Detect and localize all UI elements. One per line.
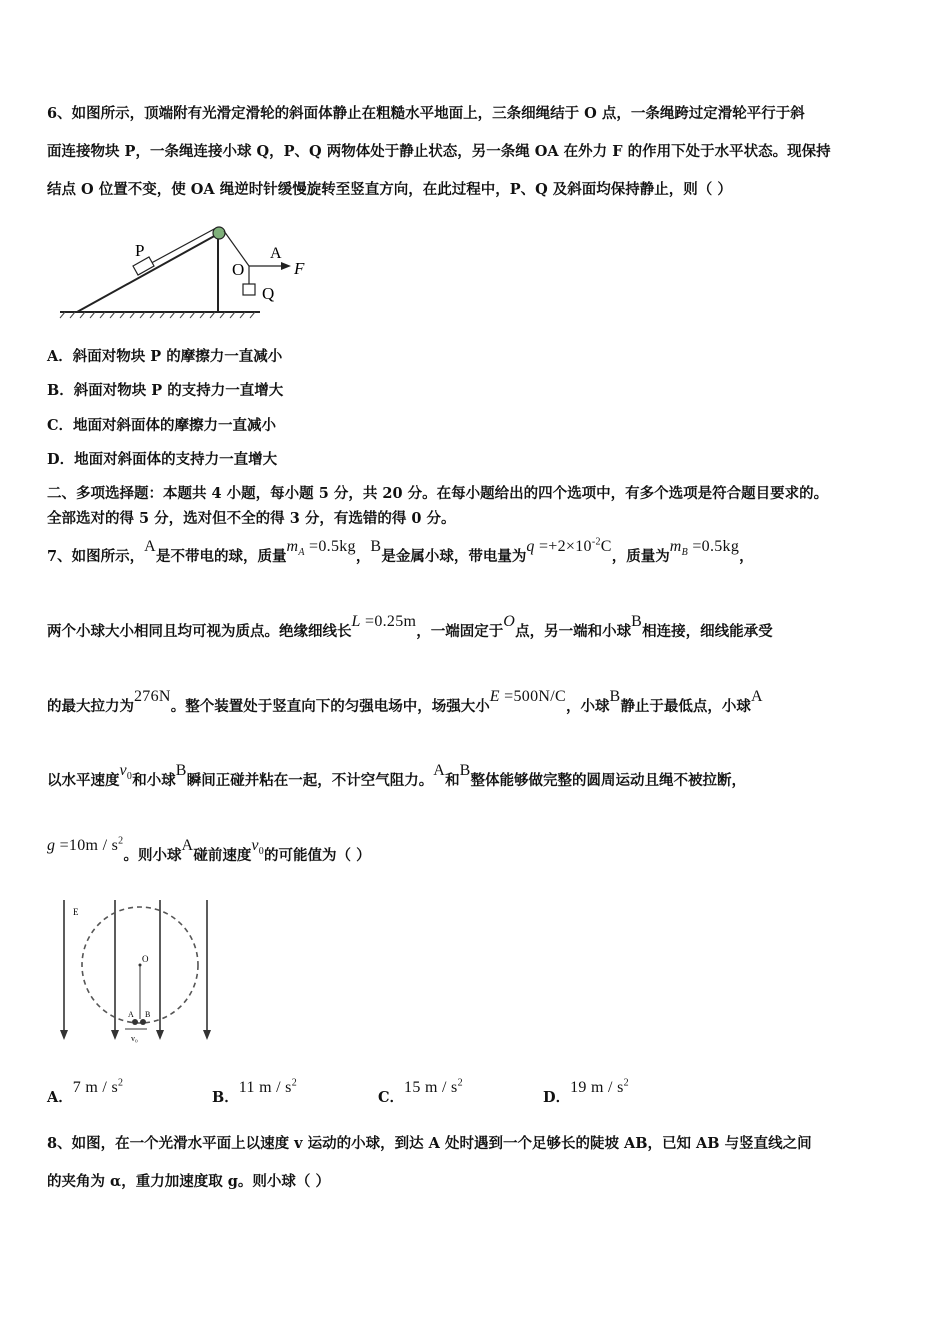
incline-slope <box>77 234 218 312</box>
section2-heading-line-2: 全部选对的得 5 分，选对但不全的得 3 分，有选错的得 0 分。 <box>47 510 456 527</box>
q6-option-b[interactable]: B．斜面对物块 P 的支持力一直增大 <box>47 382 284 399</box>
q7-option-d[interactable]: D．19 m / $s^2$ <box>543 1077 629 1106</box>
q6-text-line-1: 6、如图所示，顶端附有光滑定滑轮的斜面体静止在粗糙水平地面上，三条细绳结于 O 点，一条绳跨过定滑轮平行于斜 <box>47 105 805 122</box>
pulley <box>213 227 225 239</box>
q8-text-line-1: 8、如图，在一个光滑水平面上以速度 v 运动的小球，到达 A 处时遇到一个足够长的陡坡 AB，已知 AB 与竖直线之间 <box>47 1135 812 1152</box>
q7-text-line-2: 两个小球大小相同且均可视为质点。绝缘细线长L =0.25m，一端固定于O点，另一端和小球B相连接，细线能承受 <box>47 613 773 640</box>
label-A: A <box>128 1010 134 1019</box>
label-Q: Q <box>262 284 275 303</box>
q7-option-b[interactable]: B．11 m / $s^2$ <box>212 1077 298 1106</box>
ball-A <box>132 1019 138 1025</box>
q6-text-line-2: 面连接物块 P，一条绳连接小球 Q，P、Q 两物体处于静止状态，另一条绳 OA 在外力 F 的作用下处于水平状态。现保持 <box>47 143 831 160</box>
q7-text-line-5: $g =10m / s^2$。则小球A碰前速度$v_0$的可能值为（ ） <box>47 835 371 864</box>
q7-option-a[interactable]: A．7 m / $s^2$ <box>47 1077 124 1106</box>
q6-text-line-3: 结点 O 位置不变，使 OA 绳逆时针缓慢旋转至竖直方向，在此过程中，P、Q 及斜面均保持静止，则（ ） <box>47 181 732 198</box>
label-E: E <box>73 907 79 917</box>
label-v0: v₀ <box>131 1034 138 1043</box>
electric-field-lines <box>64 900 207 1033</box>
label-A: A <box>270 245 282 262</box>
q7-text-line-1: 7、如图所示，A是不带电的球，质量$m_A =0.5kg$，B是金属小球，带电量为$q =+2\times 10^{-2}C$，质量为$m_B =0.5kg$， <box>47 536 754 565</box>
q6-option-d[interactable]: D．地面对斜面体的支持力一直增大 <box>47 451 278 468</box>
q7-circle-figure <box>55 895 220 1050</box>
q7-option-c[interactable]: C．15 m / $s^2$ <box>378 1077 463 1106</box>
q6-incline-figure <box>55 218 325 323</box>
q6-option-a[interactable]: A．斜面对物块 P 的摩擦力一直减小 <box>47 348 283 365</box>
force-F-arrow <box>281 262 291 270</box>
label-O: O <box>232 260 245 279</box>
ball-B <box>140 1019 146 1025</box>
label-B: B <box>145 1010 151 1019</box>
label-F: F <box>294 259 305 278</box>
q6-option-c[interactable]: C．地面对斜面体的摩擦力一直减小 <box>47 417 277 434</box>
q8-text-line-2: 的夹角为 α，重力加速度取 g。则小球（ ） <box>47 1173 330 1190</box>
section2-heading-line-1: 二、多项选择题：本题共 4 小题，每小题 5 分，共 20 分。在每小题给出的四个选项中，有多个选项是符合题目要求的。 <box>47 485 829 502</box>
label-O: O <box>142 954 149 964</box>
q7-text-line-4: 以水平速度$v_0$和小球B瞬间正碰并粘在一起，不计空气阻力。A和B整体能够做完整的圆周运动且绳不被拉断， <box>47 762 747 789</box>
q7-text-line-3: 的最大拉力为276N。整个装置处于竖直向下的匀强电场中，场强大小E =500N/C，小球B静止于最低点，小球A <box>47 688 763 715</box>
label-P: P <box>135 241 145 260</box>
ball-Q <box>243 284 255 295</box>
rope-to-P <box>144 228 216 267</box>
